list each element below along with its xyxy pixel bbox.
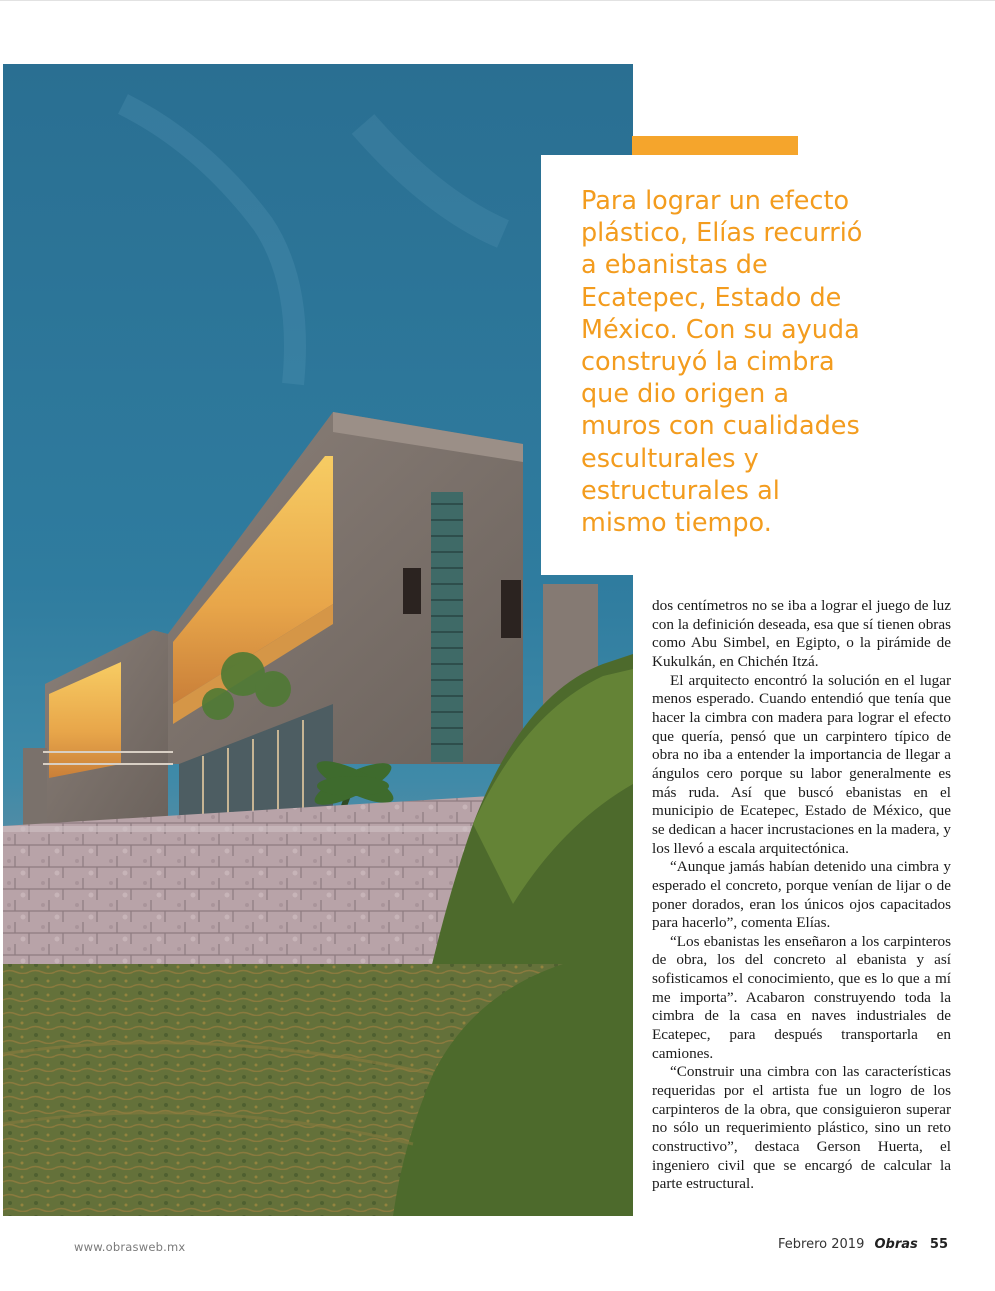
pull-quote-line: estructurales al: [581, 475, 780, 506]
body-paragraph: “Construir una cimbra con las características requeridas por el artista fue un logro de los carpinteros de la obra, que consiguieron superar no sólo un requerimiento plástico, sino un reto constructivo”, destaca Gerson Huerta, el ingeniero civil que se encargó de calcular la parte estructural.: [652, 1063, 951, 1193]
pull-quote-line: plástico, Elías recurrió: [581, 218, 863, 249]
body-paragraph: “Los ebanistas les enseñaron a los carpinteros de obra, los del concreto al ebanista y así sofisticamos el conocimiento, que es lo que a mí me importa”. Acabaron construyendo toda la cimbra de la casa en naves industriales de Ecatepec, para después transportarla en camiones.: [652, 932, 951, 1062]
pull-quote-accent-bar: [632, 136, 798, 155]
pull-quote-line: México. Con su ayuda: [581, 314, 860, 345]
pull-quote-line: a ebanistas de: [581, 250, 768, 281]
article-body: [652, 597, 951, 1194]
footer-folio: [778, 1237, 948, 1252]
pull-quote-line: Para lograr un efecto: [581, 186, 850, 216]
page-number: 55: [929, 1237, 948, 1252]
footer-url: www.obrasweb.mx: [74, 1240, 186, 1254]
pull-quote-line: esculturales y: [581, 443, 759, 474]
pull-quote-line: construyó la cimbra: [581, 347, 835, 378]
top-rule: [0, 0, 995, 1]
body-paragraph: El arquitecto encontró la solución en el lugar menos esperado. Cuando entendió que tenía que hacer la cimbra con madera para lograr el efecto que quería, pensó que un carpintero típico de obra no iba a entender la importancia de llegar a ángulos cero porque su labor generalmente es más ruda. Así que buscó ebanistas en el municipio de Ecatepec, Estado de México, que se dedican a hacer incrustaciones en la madera, y los llevó a escala arquitectónica.: [652, 671, 951, 857]
body-paragraph: dos centímetros no se iba a lograr el juego de luz con la definición deseada, esa que sí tienen obras como Abu Simbel, en Egipto, o la pirámide de Kukulkán, en Chichén Itzá.: [652, 597, 951, 670]
pull-quote-line: muros con cualidades: [581, 411, 860, 442]
house-photo: [3, 64, 633, 1216]
pull-quote-line: que dio origen a: [581, 379, 790, 410]
footer-issue: Febrero 2019: [778, 1237, 865, 1252]
pull-quote-line: mismo tiempo.: [581, 508, 772, 539]
pull-quote-line: Ecatepec, Estado de: [581, 282, 842, 313]
pull-quote: [581, 185, 921, 539]
body-paragraph: “Aunque jamás habían detenido una cimbra y esperado el concreto, porque venían de lijar o de poner dorados, eran los únicos ojos capacitados para hacerlo”, comenta Elías.: [652, 858, 951, 932]
footer-brand: Obras: [874, 1237, 918, 1252]
